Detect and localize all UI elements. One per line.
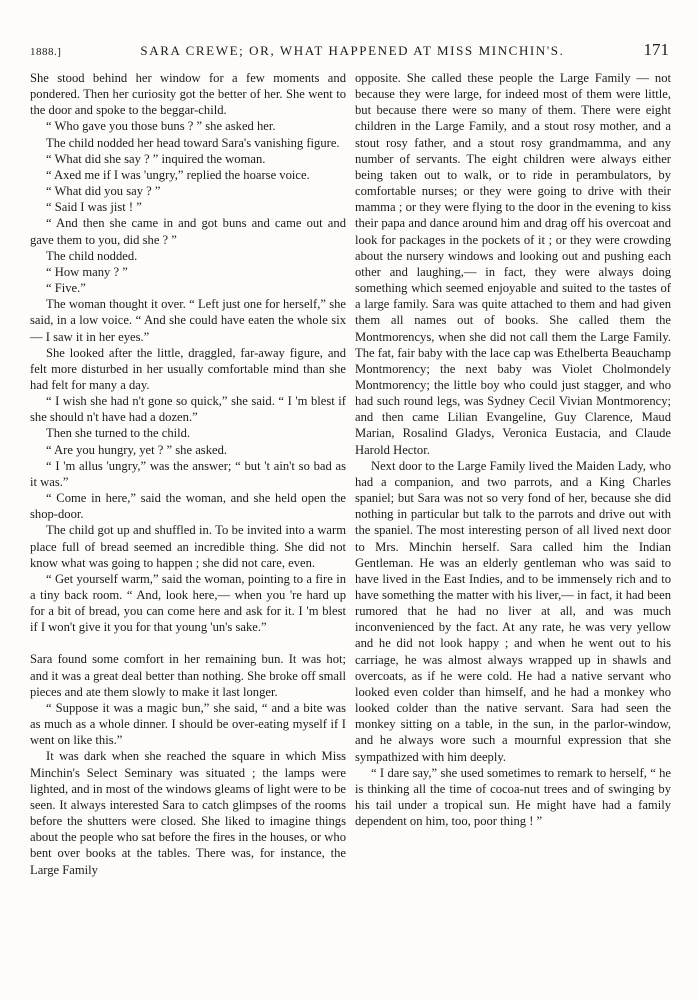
paragraph: “ Come in here,” said the woman, and she held open the shop-door.	[30, 491, 346, 522]
paragraph: opposite. She called these people the Large Family — not because they were large, for indeed most of them were little, but because there were so many of them. There were eight children in the Large Family, and a stout rosy mother, and a stout rosy father, and a stout rosy grandmamma, and any number of servants. The eight children were always either being taken out to walk, or to ride in perambulators, by comfortable nurses; or they were going to drive with their mamma ; or they were flying to the door in the evening to kiss their papa and dance around him and drag off his overcoat and look for packages in the pockets of it ; or they were crowding about the nursery windows and looking out and pushing each other and laughing,— in fact, they were always doing something which seemed enjoyable and suited to the tastes of a large family. Sara was quite attached to them and had given them all names out of books. She called them the Montmorencys, when she did not call them the Large Family. The fat, fair baby with the lace cap was Ethelberta Beauchamp Montmorency; the next baby was Violet Cholmondely Montmorency; the little boy who could just stagger, and who had such round legs, was Sydney Cecil Vivian Montmorency; and then came Lilian Evangeline, Guy Clarence, Maud Marian, Rosalind Gladys, Veronica Eustacia, and Claude Harold Hector.	[355, 71, 671, 457]
paragraph: “ What did she say ? ” inquired the woman.	[46, 151, 266, 166]
paragraph: The child got up and shuffled in. To be invited into a warm place full of bread seemed an incredible thing. She did not know what was going to happen ; she did not care, even.	[30, 523, 346, 570]
paragraph: She stood behind her window for a few moments and pondered. Then her curiosity got the better of her. She went to the door and spoke to the beggar-child.	[30, 71, 346, 118]
left-column	[30, 70, 346, 878]
paragraph: The woman thought it over. “ Left just one for herself,” she said, in a low voice. “ And she could have eaten the whole six — I saw it in her eyes.”	[30, 297, 346, 344]
paragraph: Sara found some comfort in her remaining bun. It was hot; and it was a great deal better than nothing. She broke off small pieces and ate them slowly to make it last longer.	[30, 652, 346, 699]
paragraph: “ Axed me if I was 'ungry,” replied the hoarse voice.	[46, 167, 310, 182]
paragraph: The child nodded.	[46, 248, 138, 263]
paragraph: “ Are you hungry, yet ? ” she asked.	[46, 442, 228, 457]
paragraph: “ How many ? ”	[46, 264, 128, 279]
paragraph: Then she turned to the child.	[46, 426, 191, 441]
paragraph: “ I 'm allus 'ungry,” was the answer; “ but 't ain't so bad as it was.”	[30, 458, 346, 489]
issue-year: 1888.]	[30, 46, 62, 58]
paragraph: “ I wish she had n't gone so quick,” she said. “ I 'm blest if she should n't have had a dozen.”	[30, 394, 346, 425]
paragraph: “ Who gave you those buns ? ” she asked her.	[46, 119, 276, 134]
paragraph: It was dark when she reached the square in which Miss Minchin's Select Seminary was situated ; the lamps were lighted, and in most of the windows gleams of light were to be seen. It always interested Sara to catch glimpses of the rooms before the shutters were closed. She liked to imagine things about the people who sat before the fires in the houses, or who bent over books at the tables. There was, for instance, the Large Family	[30, 749, 346, 877]
paragraph: Next door to the Large Family lived the Maiden Lady, who had a companion, and two parrots, and a King Charles spaniel; but Sara was not so very fond of her, because she did nothing in particular but talk to the parrots and drive out with the spaniel. The most interesting person of all lived next door to Mrs. Minchin herself. Sara called him the Indian Gentleman. He was an elderly gentleman who was said to have lived in the East Indies, and to be immensely rich and to have something the matter with his liver,— in fact, it had been rumored that he had no liver at all, and was much inconvenienced by the fact. At any rate, he was very yellow and he did not look happy ; and when he went out to his carriage, he was almost always wrapped up in shawls and overcoats, as if he were cold. He had a native servant who looked even colder than himself, and he had a monkey who looked colder than the native servant. Sara had seen the monkey sitting on a table, in the sun, in the parlor-window, and he always wore such a mournful expression that she sympathized with him deeply.	[355, 458, 671, 764]
paragraph: She looked after the little, draggled, far-away figure, and felt more disturbed in her usually comfortable mind than she had felt for many a day.	[30, 345, 346, 392]
right-column	[355, 70, 671, 829]
paragraph: “ Five.”	[46, 281, 86, 296]
paragraph: “ Said I was jist ! ”	[46, 200, 142, 215]
running-title: SARA CREWE; OR, WHAT HAPPENED AT MISS MINCHIN'S.	[140, 43, 565, 58]
paragraph: “ And then she came in and got buns and came out and gave them to you, did she ? ”	[30, 216, 346, 247]
paragraph: “ I dare say,” she used sometimes to remark to herself, “ he is thinking all the time of cocoa-nut trees and of swinging by his tail under a tropical sun. He might have had a family dependent on him, too, poor thing ! ”	[355, 765, 671, 829]
running-header	[30, 40, 669, 62]
page-number: 171	[643, 40, 669, 59]
paragraph: “ What did you say ? ”	[46, 184, 161, 199]
paragraph: “ Suppose it was a magic bun,” she said, “ and a bite was as much as a whole dinner. I should be over-eating myself if I went on like this.”	[30, 700, 346, 748]
paragraph: The child nodded her head toward Sara's vanishing figure.	[46, 135, 340, 150]
paragraph: “ Get yourself warm,” said the woman, pointing to a fire in a tiny back room. “ And, look here,— when you 're hard up for a bit of bread, you can come here and ask for it. I 'm blest if I won't give it you for that young 'un's sake.”	[30, 571, 346, 635]
